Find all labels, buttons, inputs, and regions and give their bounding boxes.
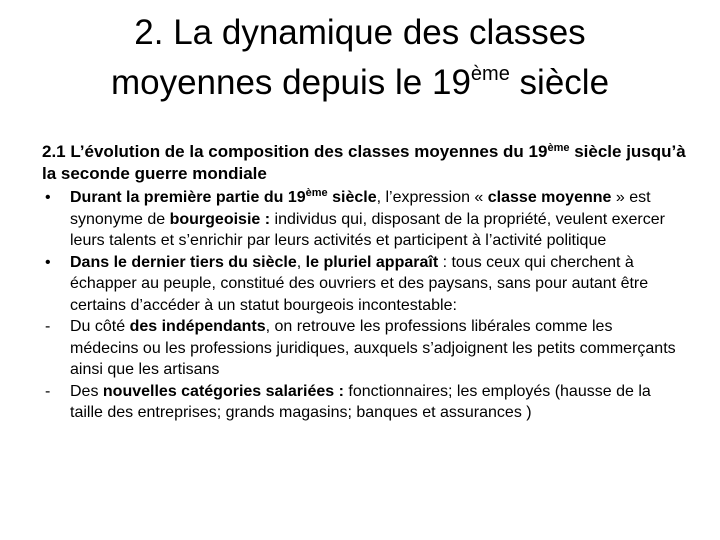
bullet-marker: • <box>45 253 51 271</box>
list-item: • Durant la première partie du 19ème siècle, l’expression « classe moyenne » est synonyme de bourgeoisie : individus qui, disposant de la propriété, veulent exercer leurs talents et s’enrichir par leurs activités et participent à l’activité politique <box>45 187 665 249</box>
dash-marker: - <box>45 318 51 335</box>
dash-marker: - <box>45 382 51 400</box>
slide-title <box>40 8 680 108</box>
list-item: - Du côté des indépendants, on retrouve les professions libérales comme les médecins ou les professions juridiques, auxquels s’adjoignent les petits commerçants ainsi que les artisans <box>45 318 676 378</box>
title-line-2: moyennes depuis le 19ème siècle <box>110 63 610 102</box>
list-item: • Dans le dernier tiers du siècle, le pluriel apparaît : tous ceux qui cherchent à échapper au peuple, constitué des ouvriers et des paysans, sans pour autant être certains d’accéder à un statut bourgeois incontestable: <box>45 253 649 314</box>
list-item: - Des nouvelles catégories salariées : fonctionnaires; les employés (hausse de la taille des entreprises; grands magasins; banques et assurances ) <box>45 382 651 421</box>
bullet-marker: • <box>45 189 51 206</box>
bullet-list <box>45 187 685 424</box>
section-heading: 2.1 L’évolution de la composition des classes moyennes du 19ème siècle jusqu’à la seconde guerre mondiale <box>42 142 686 183</box>
title-line-1: 2. La dynamique des classes <box>134 13 586 52</box>
